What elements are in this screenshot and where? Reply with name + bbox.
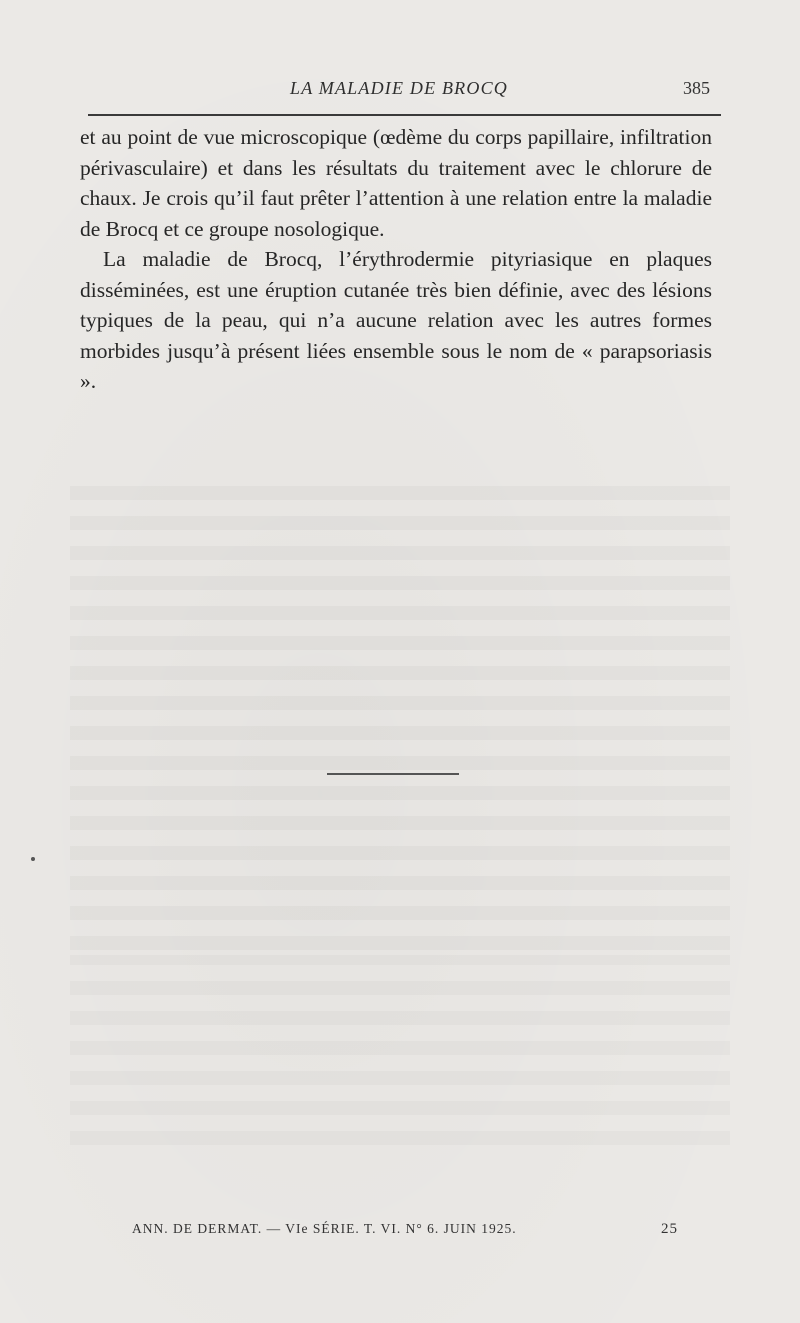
paragraph-conclusion: La maladie de Brocq, l’érythrodermie pityriasique en plaques disséminées, est une éruption cutanée très bien définie, avec des lésions typiques de la peau, qui n’a aucune relation avec les autres formes morbides jusqu’à présent liées ensemble sous le nom de « parapsoriasis ». [80,247,712,393]
show-through-texture [70,470,730,950]
journal-reference: ANN. DE DERMAT. — VIe SÉRIE. T. VI. N° 6. JUIN 1925. [132,1221,517,1236]
show-through-texture-lower [70,955,730,1145]
running-title: LA MALADIE DE BROCQ [290,78,508,98]
header-rule [88,114,721,116]
body-text [80,122,712,397]
ink-speck [31,857,35,861]
section-end-rule [327,773,459,775]
running-head [88,78,710,104]
page-footer [132,1221,678,1243]
signature-number: 25 [661,1221,678,1237]
page-number: 385 [683,78,710,98]
paragraph-continuation: et au point de vue microscopique (œdème du corps papillaire, infiltration périvasculaire) et dans les résultats du traitement avec le chlorure de chaux. Je crois qu’il faut prêter l’attention à une relation entre la maladie de Brocq et ce groupe nosologique. [80,125,712,241]
